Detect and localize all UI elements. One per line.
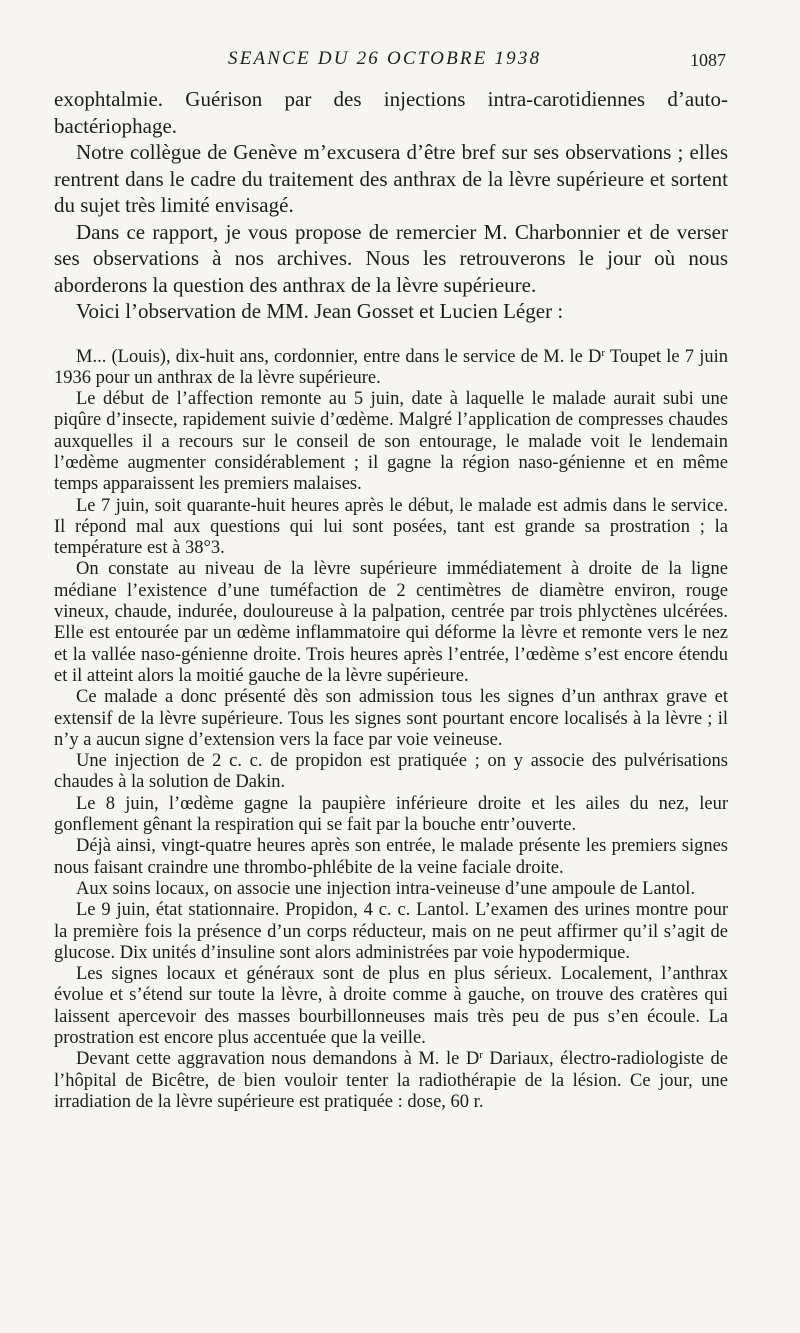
observation-paragraph-lantol: Aux soins locaux, on associe une injection intra-veineuse d’une ampoule de Lantol.: [76, 878, 696, 899]
observation-section: [54, 347, 728, 1114]
paragraph-observation-intro: Voici l’observation de MM. Jean Gosset et Lucien Léger :: [76, 299, 564, 323]
observation-paragraph-worsening: Les signes locaux et généraux sont de plus en plus sérieux. Localement, l’anthrax évolue et s’étend sur toute la lèvre, à droite comme à gauche, on trouve des cratères qui laissent apercevoir des masses bourbillonneuses mais très peu de pus s’en écoule. La prostration est encore plus accentuée que la veille.: [54, 964, 728, 1048]
running-head: [0, 48, 800, 74]
paragraph-continuation: exophtalmie. Guérison par des injections intra-carotidiennes d’auto-bactériophage.: [54, 87, 728, 138]
observation-paragraph-admission: M... (Louis), dix-huit ans, cordonnier, entre dans le service de M. le $D^r$ Toupet le 7 juin 1936 pour un anthrax de la lèvre supérieure.: [54, 346, 728, 388]
observation-paragraph-thrombophlebitis: Déjà ainsi, vingt-quatre heures après son entrée, le malade présente les premiers signes nous faisant craindre une thrombo-phlébite de la veine faciale droite.: [54, 836, 728, 878]
page-number: 1087: [690, 50, 726, 70]
observation-paragraph-june-9: Le 9 juin, état stationnaire. Propidon, 4 c. c. Lantol. L’examen des urines montre pour la première fois la présence d’un corps réducteur, mais on ne peut affirmer qu’il s’agit de glucose. Dix unités d’insuline sont alors administrées par voie hypodermique.: [54, 900, 728, 963]
observation-paragraph-radiotherapy: Devant cette aggravation nous demandons à M. le $D^r$ Dariaux, électro-radiologiste de l’hôpital de Bicêtre, de bien vouloir tenter la radiothérapie de la lésion. Ce jour, une irradiation de la lèvre supérieure est pratiquée : dose, 60 r.: [54, 1049, 728, 1112]
observation-paragraph-june-8: Le 8 juin, l’œdème gagne la paupière inférieure droite et les ailes du nez, leur gonflement gênant la respiration qui se fait par la bouche entr’ouverte.: [54, 793, 728, 836]
body-text: [54, 86, 728, 1113]
observation-paragraph-summary: Ce malade a donc présenté dès son admission tous les signes d’un anthrax grave et extensif de la lèvre supérieure. Tous les signes sont pourtant encore localisés à la lèvre ; il n’y a aucun signe d’extension vers la face par voie veineuse.: [54, 687, 728, 750]
observation-paragraph-june-7: Le 7 juin, soit quarante-huit heures après le début, le malade est admis dans le service. Il répond mal aux questions qui lui sont posées, tant est grande sa prostration ; la température est à 38°3.: [54, 495, 728, 559]
observation-paragraph-onset: Le début de l’affection remonte au 5 juin, date à laquelle le malade aurait subi une piqûre d’insecte, rapidement suivie d’œdème. Malgré l’application de compresses chaudes auxquelles il a recours sur le conseil de son entourage, le malade voit le lendemain l’œdème augmenter considérablement ; il gagne la région naso-génienne et en même temps apparaissent les premiers malaises.: [54, 389, 728, 495]
running-title: SEANCE DU 26 OCTOBRE 1938: [228, 48, 542, 69]
report-section: [54, 86, 728, 325]
paragraph-geneva-colleague: Notre collègue de Genève m’excusera d’être bref sur ses observations ; elles rentrent dans le cadre du traitement des anthrax de la lèvre supérieure et sortent du sujet très limité envisagé.: [54, 140, 728, 217]
observation-paragraph-examination: On constate au niveau de la lèvre supérieure immédiatement à droite de la ligne médiane l’existence d’une tuméfaction de 2 centimètres de diamètre environ, rouge vineux, chaude, indurée, douloureuse à la palpation, centrée par trois phlyctènes ulcérées. Elle est entourée par un œdème inflammatoire qui déforme la lèvre et remonte vers le nez et la vallée naso-génienne droite. Trois heures après l’entrée, l’œdème s’est encore étendu et il atteint alors la moitié gauche de la lèvre supérieure.: [54, 559, 728, 686]
observation-paragraph-propidon: Une injection de 2 c. c. de propidon est pratiquée ; on y associe des pulvérisations chaudes à la solution de Dakin.: [54, 751, 728, 793]
paragraph-report-proposal: Dans ce rapport, je vous propose de remercier M. Charbonnier et de verser ses observations à nos archives. Nous les retrouverons le jour où nous aborderons la question des anthrax de la lèvre supérieure.: [54, 219, 728, 297]
